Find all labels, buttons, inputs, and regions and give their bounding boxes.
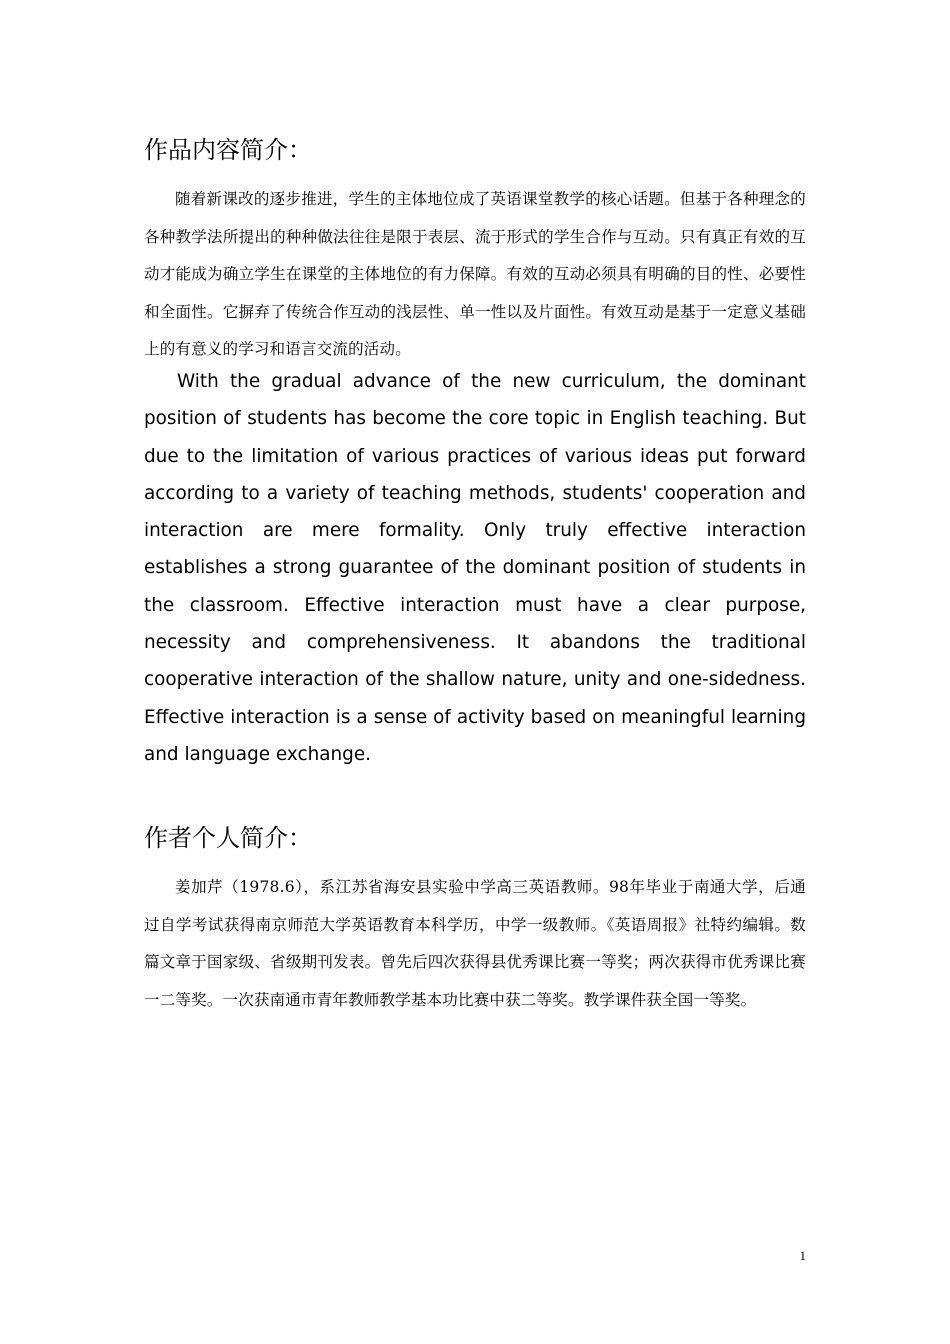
page-number: 1 (799, 1248, 806, 1263)
work-intro-chinese-paragraph: 随着新课改的逐步推进，学生的主体地位成了英语课堂教学的核心话题。但基于各种理念的各种教学法所提出的种种做法往往是限于表层、流于形式的学生合作与互动。只有真正有效的互动才能成为确立学生在课堂的主体地位的有力保障。有效的互动必须具有明确的目的性、必要性和全面性。它摒弃了传统合作互动的浅层性、单一性以及片面性。有效互动是基于一定意义基础上的有意义的学习和语言交流的活动。 (144, 190, 806, 358)
work-intro-english-paragraph: With the gradual advance of the new curriculum, the dominant position of students has become the core topic in English teaching. But due to the limitation of various practices of various ideas put forward according to a variety of teaching methods, students' cooperation and interaction are mere formality. Only truly effective interaction establishes a strong guarantee of the dominant position of students in the classroom. Effective interaction must have a clear purpose, necessity and comprehensiveness. It abandons the traditional cooperative interaction of the shallow nature, unity and one-sidedness. Effective interaction is a sense of activity based on meaningful learning and language exchange. (144, 371, 806, 765)
author-intro-heading: 作者个人简介： (144, 824, 312, 852)
author-intro-paragraph: 姜加芹（1978.6），系江苏省海安县实验中学高三英语教师。98年毕业于南通大学，后通过自学考试获得南京师范大学英语教育本科学历，中学一级教师。《英语周报》社特约编辑。数篇文章于国家级、省级期刊发表。曾先后四次获得县优秀课比赛一等奖；两次获得市优秀课比赛一二等奖。一次获南通市青年教师教学基本功比赛中获二等奖。教学课件获全国一等奖。 (144, 878, 806, 1009)
work-intro-heading: 作品内容简介： (144, 136, 312, 164)
